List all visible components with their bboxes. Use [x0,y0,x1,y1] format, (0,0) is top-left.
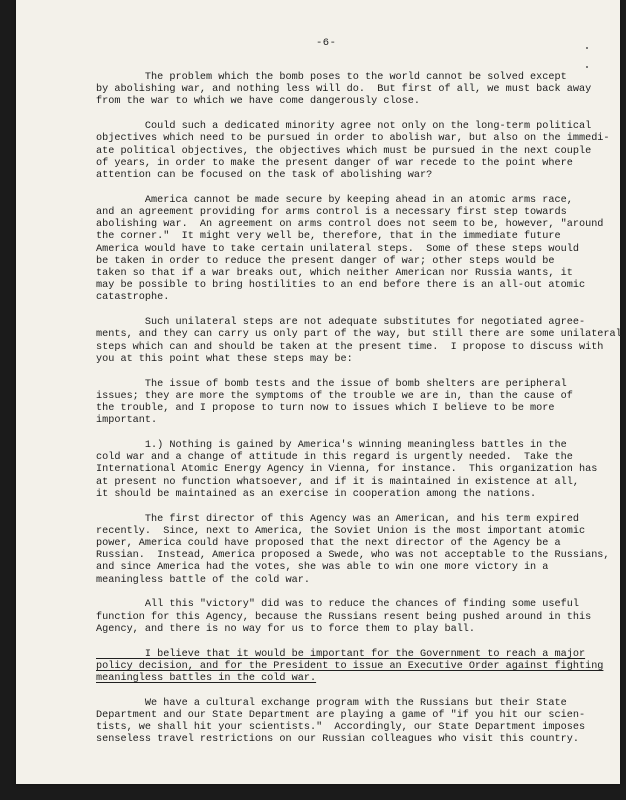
text-line: Russian. Instead, America proposed a Swede, who was not acceptable to the Russians, [96,550,610,562]
text-line: We have a cultural exchange program with the Russians but their State [96,697,567,709]
text-line: cold war and a change of attitude in this regard is urgently needed. Take the [96,452,573,464]
text-line: and an agreement providing for arms control is a necessary first step towards [96,207,567,219]
paragraph [96,72,611,109]
text-line: the trouble, and I propose to turn now to issues which I believe to be more [96,403,555,415]
text-line: objectives which need to be pursued in order to abolish war, but also on the immedi- [96,133,610,145]
paper-mark [586,66,588,68]
text-line: power, America could have proposed that the next director of the Agency be a [96,538,561,550]
text-line: be taken in order to reduce the present danger of war; other steps would be [96,255,555,267]
text-line: 1.) Nothing is gained by America's winning meaningless battles in the [96,440,567,452]
text-line: ments, and they can carry us only part of the way, but still there are some unilateral [96,329,622,341]
text-line: you at this point what these steps may be: [96,353,353,365]
text-line: senseless travel restrictions on our Russian colleagues who visit this country. [96,734,579,746]
text-line: of years, in order to make the present danger of war recede to the point where [96,157,573,169]
text-line: meaningless battle of the cold war. [96,574,310,586]
paragraph [96,514,611,587]
paper-mark [586,47,588,49]
paragraph [96,121,611,182]
text-line: may be possible to bring hostilities to an end before there is an all-out atomic [96,280,586,292]
text-line: Agency, and there is no way for us to force them to play ball. [96,623,476,635]
text-line-underlined: I believe that it would be important for the Government to reach a major [96,648,586,660]
paragraph [96,599,611,636]
paragraph [96,379,611,428]
text-line: taken so that if a war breaks out, which neither American nor Russia wants, it [96,268,573,280]
document-body [96,72,622,759]
paragraph [96,317,622,366]
text-line: from the war to which we have come dangerously close. [96,96,421,108]
text-line: the corner." It might very well be, therefore, that in the immediate future [96,231,561,243]
text-line: The first director of this Agency was an American, and his term expired [96,513,579,525]
text-line: America would have to take certain unilateral steps. Some of these steps would [96,243,579,255]
text-line: it should be maintained as an exercise in cooperation among the nations. [96,488,537,500]
text-line: Department and our State Department are playing a game of "if you hit our scien- [96,710,586,722]
paragraph-underlined [96,649,611,686]
paragraph [96,698,611,747]
text-line: The issue of bomb tests and the issue of bomb shelters are peripheral [96,378,567,390]
text-line: at present no function whatsoever, and if it is maintained in existence at all, [96,476,579,488]
text-line: abolishing war. An agreement on arms control does not seem to be, however, "around [96,219,604,231]
text-line: steps which can and should be taken at the present time. I propose to discuss with [96,341,604,353]
text-line-underlined: meaningless battles in the cold war. [96,673,317,685]
text-line: ate political objectives, the objectives which must be pursued in the next couple [96,145,592,157]
page-number: -6- [316,37,337,49]
paragraph [96,440,611,501]
text-line: important. [96,415,158,427]
paragraph [96,195,611,305]
text-line: recently. Since, next to America, the Soviet Union is the most important atomic [96,525,586,537]
text-line: Such unilateral steps are not adequate substitutes for negotiated agree- [96,317,586,329]
text-line: attention can be focused on the task of abolishing war? [96,170,433,182]
text-line: tists, we shall hit your scientists." Accordingly, our State Department imposes [96,722,586,734]
text-line: The problem which the bomb poses to the world cannot be solved except [96,72,567,83]
text-line: International Atomic Energy Agency in Vienna, for instance. This organization has [96,464,598,476]
text-line: Could such a dedicated minority agree not only on the long-term political [96,121,592,133]
document-page [16,0,620,784]
text-line-underlined: policy decision, and for the President to issue an Executive Order against fighting [96,660,604,672]
text-line: and since America had the votes, she was able to win one more victory in a [96,562,549,574]
text-line: issues; they are more the symptoms of the trouble we are in, than the cause of [96,390,573,402]
text-line: by abolishing war, and nothing less will do. But first of all, we must back away [96,84,592,96]
text-line: America cannot be made secure by keeping ahead in an atomic arms race, [96,194,573,206]
text-line: All this "victory" did was to reduce the chances of finding some useful [96,599,579,611]
text-line: catastrophe. [96,292,170,304]
text-line: function for this Agency, because the Russians resent being pushed around in this [96,611,592,623]
